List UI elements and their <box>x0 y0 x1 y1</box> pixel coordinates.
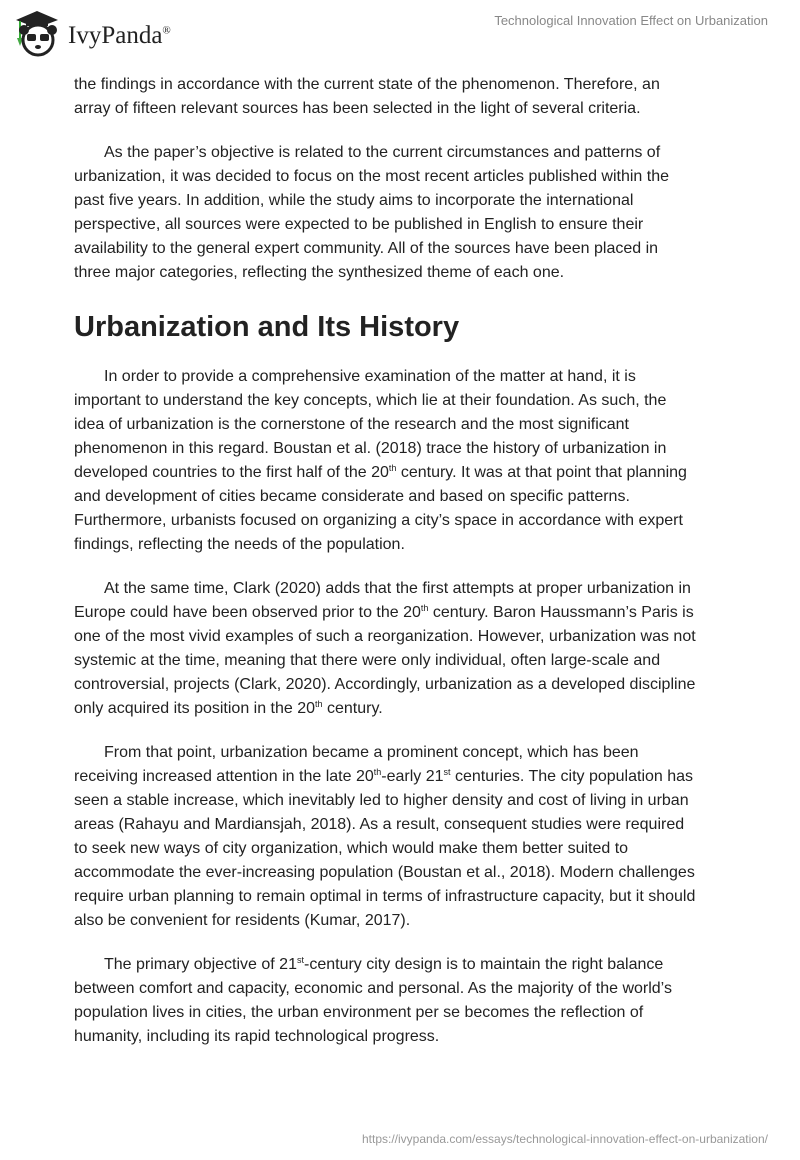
document-title: Technological Innovation Effect on Urbanization <box>494 13 768 28</box>
section-heading: Urbanization and Its History <box>74 311 460 343</box>
text-line <box>74 189 734 213</box>
text-segment: availability to the general expert community. All of the sources have been placed in <box>74 240 659 257</box>
text-segment: century. Baron Haussmann’s Paris is <box>428 604 694 621</box>
text-segment: developed countries to the first half of the 20 <box>74 464 389 481</box>
panda-logo-icon <box>12 8 62 58</box>
text-line <box>74 141 734 165</box>
text-segment: one of the most vivid examples of such a reorganization. However, urbanization was not <box>74 628 696 645</box>
text-segment: systemic at the time, meaning that there were only individual, often large-scale and <box>74 652 661 669</box>
text-line <box>74 673 734 697</box>
text-segment: require urban planning to remain optimal in terms of infrastructure capacity, but it should <box>74 888 696 905</box>
text-segment: between comfort and capacity, economic and personal. As the majority of the world’s <box>74 980 672 997</box>
text-segment: At the same time, Clark (2020) adds that the first attempts at proper urbanization in <box>104 580 691 597</box>
text-line <box>74 885 734 909</box>
text-line <box>74 461 734 485</box>
superscript: th <box>315 699 323 709</box>
text-line <box>74 909 734 933</box>
text-segment: The primary objective of 21 <box>104 956 297 973</box>
text-segment: only acquired its position in the 20 <box>74 700 316 717</box>
text-segment: accommodate the ever-increasing population (Boustan et al., 2018). Modern challenges <box>74 864 695 881</box>
text-segment: also be convenient for residents (Kumar, 2017). <box>74 912 411 929</box>
text-line <box>74 365 734 389</box>
text-segment: three major categories, reflecting the synthesized theme of each one. <box>74 264 565 281</box>
text-line <box>74 97 734 121</box>
text-line <box>74 1001 734 1025</box>
text-segment: to seek new ways of city organization, which would make them better suited to <box>74 840 629 857</box>
text-segment: humanity, including its rapid technological progress. <box>74 1028 440 1045</box>
text-segment: idea of urbanization is the cornerstone of the research and the most significant <box>74 416 629 433</box>
text-segment: array of fifteen relevant sources has been selected in the light of several criteria. <box>74 100 641 117</box>
text-line <box>74 837 734 861</box>
text-line <box>74 165 734 189</box>
text-line <box>74 1025 734 1049</box>
text-line <box>74 413 734 437</box>
paragraph <box>74 365 734 557</box>
paragraphs-after <box>74 365 734 1049</box>
text-line <box>74 789 734 813</box>
text-segment: Furthermore, urbanists focused on organizing a city’s space in accordance with expert <box>74 512 683 529</box>
text-line <box>74 485 734 509</box>
paragraphs-before <box>74 73 734 285</box>
superscript: th <box>373 767 382 777</box>
paragraph <box>74 953 734 1049</box>
text-segment: In order to provide a comprehensive examination of the matter at hand, it is <box>104 368 636 385</box>
text-segment: areas (Rahayu and Mardiansjah, 2018). As a result, consequent studies were required <box>74 816 685 833</box>
text-segment: receiving increased attention in the late 20 <box>74 768 374 785</box>
text-line <box>74 237 734 261</box>
text-line <box>74 261 734 285</box>
superscript: st <box>296 955 304 965</box>
text-segment: findings, reflecting the needs of the population. <box>74 536 405 553</box>
text-segment: important to understand the key concepts, which lie at their foundation. As such, the <box>74 392 667 409</box>
text-segment: From that point, urbanization became a prominent concept, which has been <box>104 744 639 761</box>
text-line <box>74 697 734 721</box>
footer-url[interactable]: https://ivypanda.com/essays/technological-innovation-effect-on-urbanization/ <box>361 1132 768 1146</box>
text-segment: century. It was at that point that planning <box>396 464 687 481</box>
text-line <box>74 813 734 837</box>
text-line <box>74 213 734 237</box>
document-body <box>74 73 734 1069</box>
text-segment: controversial, projects (Clark, 2020). Accordingly, urbanization as a developed discipline <box>74 676 696 693</box>
text-segment: past five years. In addition, while the study aims to incorporate the international <box>74 192 634 209</box>
text-segment: century. <box>322 700 383 717</box>
text-line <box>74 649 734 673</box>
paragraph <box>74 577 734 721</box>
text-segment: the findings in accordance with the current state of the phenomenon. Therefore, an <box>74 76 660 93</box>
text-line <box>74 953 734 977</box>
text-segment: centuries. The city population has <box>450 768 694 785</box>
text-segment: Europe could have been observed prior to the 20 <box>74 604 421 621</box>
text-line <box>74 625 734 649</box>
text-segment: -century city design is to maintain the right balance <box>304 956 664 973</box>
text-line <box>74 73 734 97</box>
paragraph <box>74 73 734 121</box>
ivypanda-logo[interactable] <box>12 8 171 58</box>
logo-text: IvyPanda® <box>68 22 171 49</box>
text-line <box>74 533 734 557</box>
superscript: st <box>443 767 451 777</box>
text-segment: and development of cities became considerate and based on specific patterns. <box>74 488 630 505</box>
text-line <box>74 509 734 533</box>
text-segment: perspective, all sources were expected to be published in English to ensure their <box>74 216 644 233</box>
text-line <box>74 861 734 885</box>
text-line <box>74 601 734 625</box>
text-line <box>74 389 734 413</box>
text-segment: population lives in cities, the urban environment per se becomes the reflection of <box>74 1004 644 1021</box>
paragraph <box>74 141 734 285</box>
text-line <box>74 765 734 789</box>
text-line <box>74 577 734 601</box>
text-line <box>74 437 734 461</box>
text-line <box>74 977 734 1001</box>
text-line <box>74 741 734 765</box>
text-segment: urbanization, it was decided to focus on the most recent articles published within the <box>74 168 669 185</box>
text-segment: seen a stable increase, which inevitably led to higher density and cost of living in urban <box>74 792 689 809</box>
text-segment: As the paper’s objective is related to the current circumstances and patterns of <box>104 144 661 161</box>
superscript: th <box>420 603 429 613</box>
text-segment: -early 21 <box>381 768 444 785</box>
text-segment: phenomenon in this regard. Boustan et al. (2018) trace the history of urbanization in <box>74 440 667 457</box>
superscript: th <box>388 463 397 473</box>
paragraph <box>74 741 734 933</box>
